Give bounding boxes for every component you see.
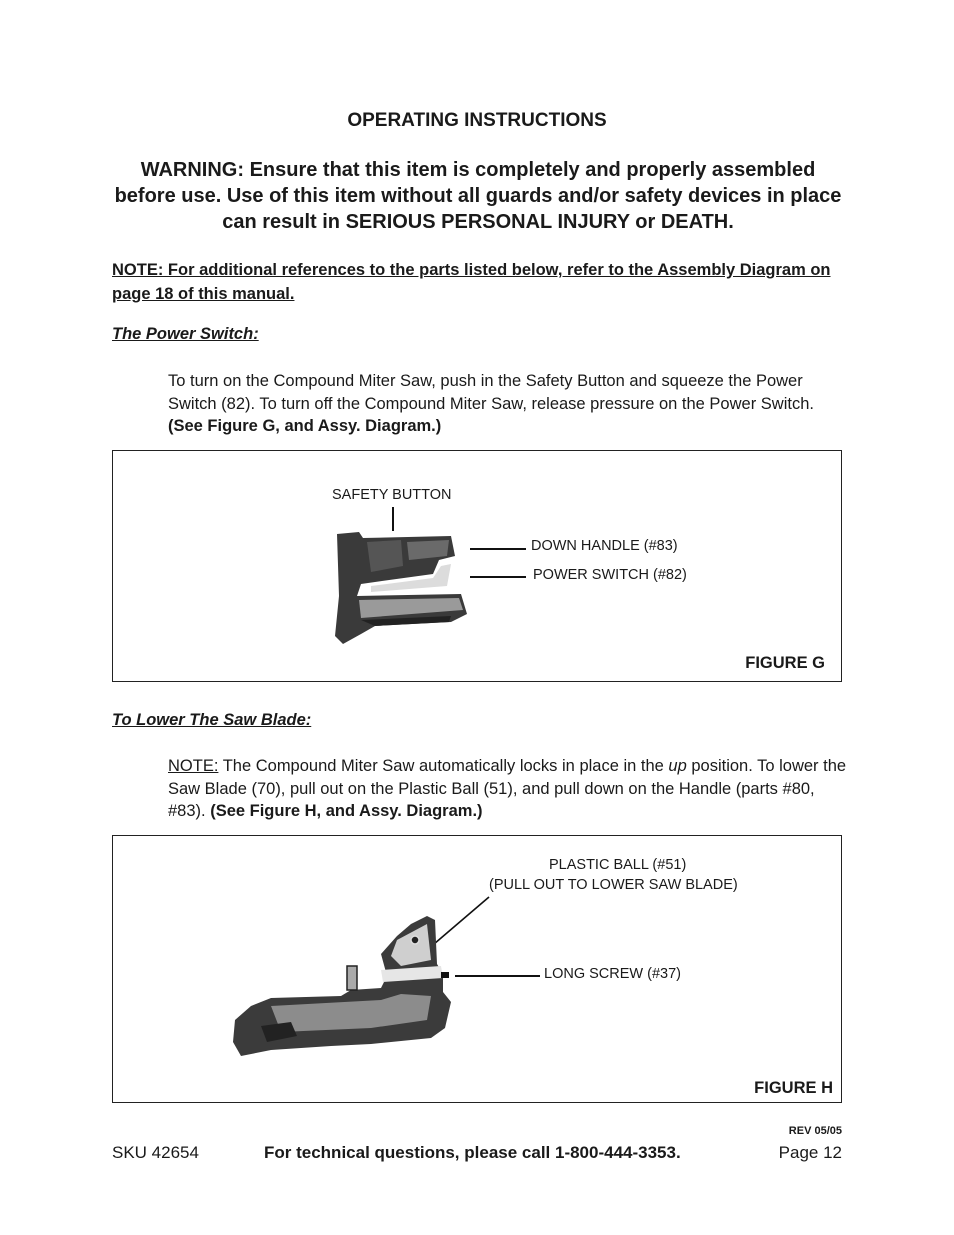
lower-blade-body-1: The Compound Miter Saw automatically locks in place in the xyxy=(218,757,669,775)
revision: REV 05/05 xyxy=(788,1125,842,1137)
callout-long-screw: LONG SCREW (#37) xyxy=(544,966,681,982)
power-switch-heading: The Power Switch: xyxy=(112,325,259,343)
page-number: Page 12 xyxy=(778,1143,842,1162)
callout-safety-button: SAFETY BUTTON xyxy=(332,487,452,503)
note-label: NOTE: xyxy=(168,757,219,775)
figure-g-label: FIGURE G xyxy=(745,654,825,672)
callout-down-handle: DOWN HANDLE (#83) xyxy=(531,538,678,554)
assembly-note: NOTE: For additional references to the parts listed below, refer to the Assembly Diagram on page 18 of this manual. xyxy=(112,261,831,303)
lower-blade-body-2: position. To lower the Saw Blade (70), pull out on the Plastic Ball (51), and pull down on the Handle (parts #80, #83). xyxy=(168,757,847,820)
page-title: OPERATING INSTRUCTIONS xyxy=(347,110,607,131)
warning-text: WARNING: Ensure that this item is completely and properly assembled before use. Use of this item without all guards and/or safety devices in place can result in SERIOUS PERSONAL INJURY or DEATH. xyxy=(114,159,842,233)
lower-blade-heading: To Lower The Saw Blade: xyxy=(112,711,312,729)
callout-plastic-ball: PLASTIC BALL (#51) xyxy=(549,857,687,873)
leader-down-handle xyxy=(470,548,526,550)
leader-power-switch xyxy=(470,576,526,578)
power-switch-reference: (See Figure G, and Assy. Diagram.) xyxy=(168,417,442,435)
sku: SKU 42654 xyxy=(112,1143,199,1162)
power-switch-body: To turn on the Compound Miter Saw, push in the Safety Button and squeeze the Power Switch (82). To turn off the Compound Miter Saw, release pressure on the Power Switch. xyxy=(168,372,814,413)
saw-handle-illustration xyxy=(331,526,471,646)
callout-plastic-ball-note: (PULL OUT TO LOWER SAW BLADE) xyxy=(489,877,738,893)
lower-blade-up: up xyxy=(668,757,687,775)
lower-blade-reference: (See Figure H, and Assy. Diagram.) xyxy=(210,802,483,820)
leader-long-screw xyxy=(455,975,540,977)
figure-h xyxy=(112,835,842,1103)
figure-g xyxy=(112,450,842,682)
plastic-ball-icon xyxy=(411,936,419,944)
power-switch-paragraph xyxy=(168,370,848,438)
figure-h-label: FIGURE H xyxy=(754,1079,833,1097)
saw-base-illustration xyxy=(231,910,461,1060)
callout-power-switch: POWER SWITCH (#82) xyxy=(533,567,687,583)
long-screw-icon xyxy=(441,972,449,978)
lower-blade-paragraph xyxy=(168,755,848,823)
tech-support: For technical questions, please call 1-800-444-3353. xyxy=(264,1143,681,1162)
